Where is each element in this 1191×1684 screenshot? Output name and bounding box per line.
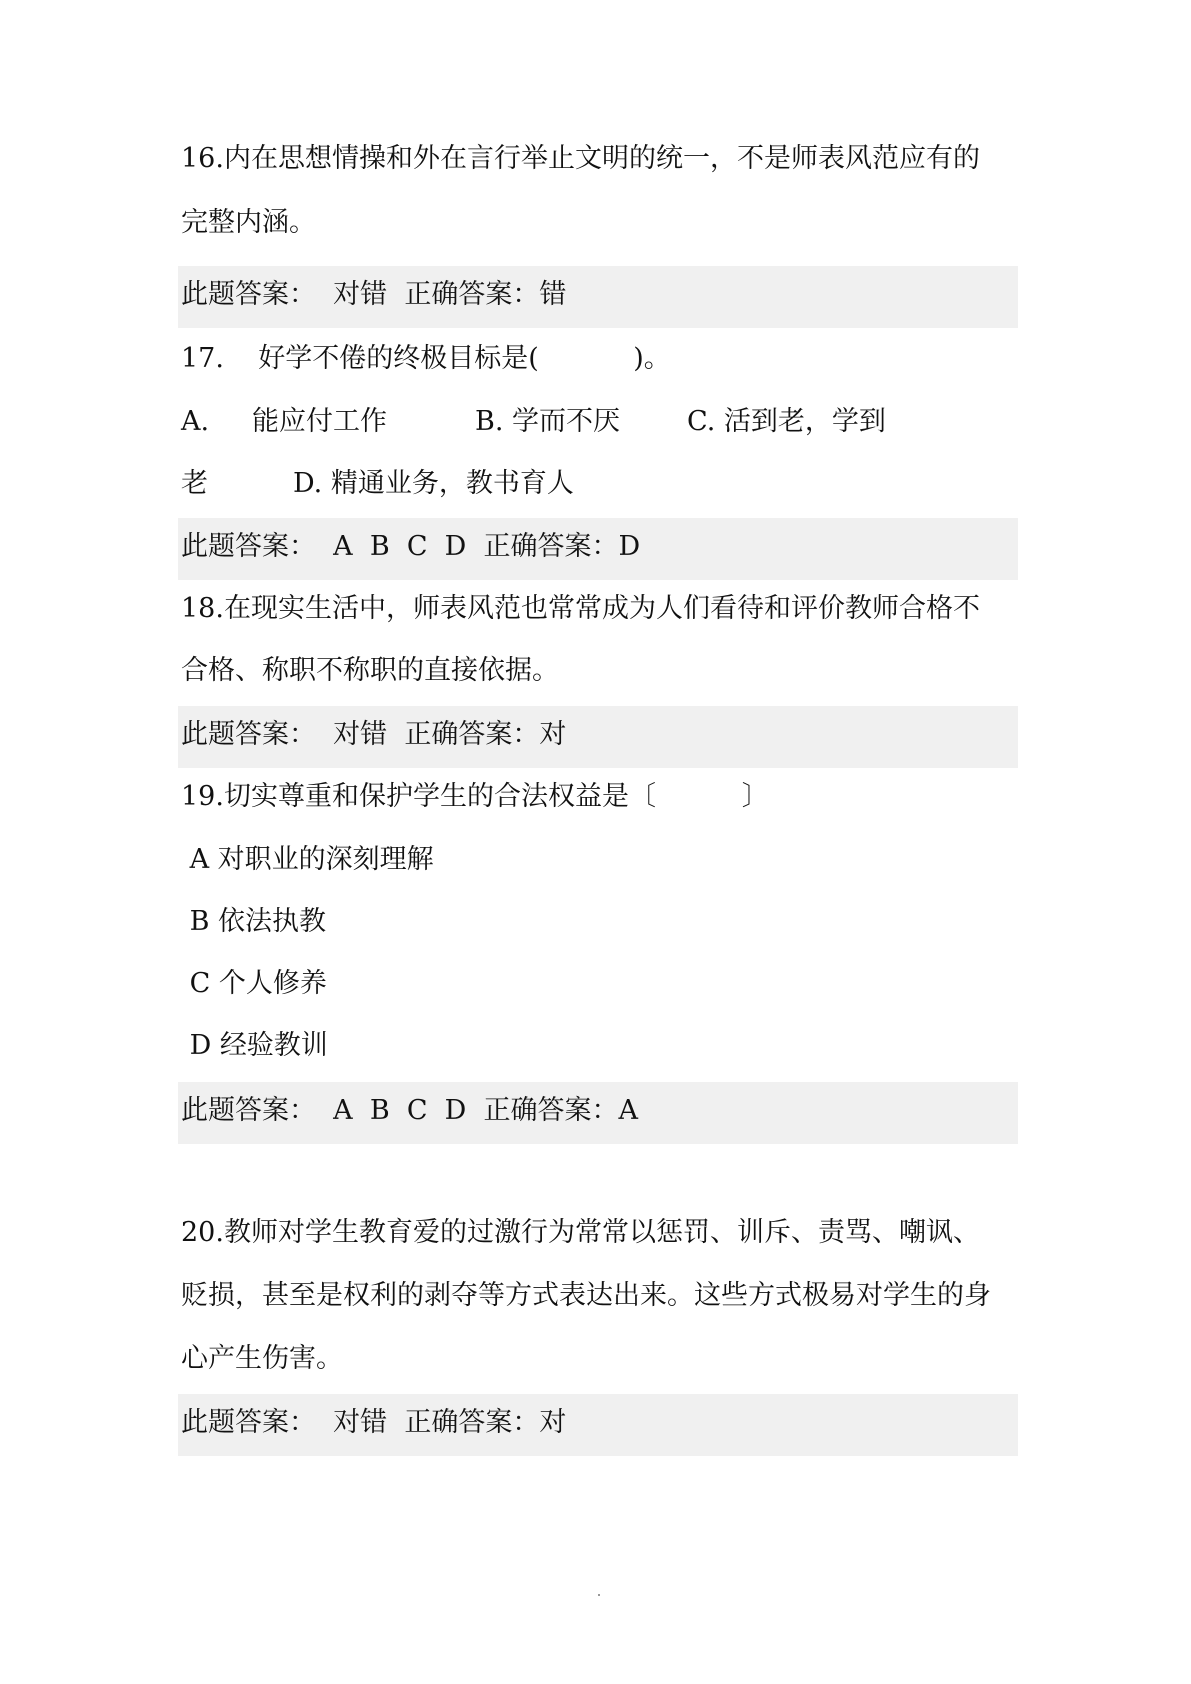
q16-answer: 此题答案： 对错 正确答案：错 — [181, 279, 567, 310]
q19-option-c: C 个人修养 — [181, 968, 327, 999]
q17-answer-bar — [178, 518, 1018, 580]
q20-text-line-2: 贬损，甚至是权利的剥夺等方式表达出来。这些方式极易对学生的身 — [181, 1280, 991, 1311]
q20-text-line-1: 20.教师对学生教育爱的过激行为常常以惩罚、训斥、责骂、嘲讽、 — [181, 1217, 980, 1248]
q19-option-a: A 对职业的深刻理解 — [181, 844, 434, 875]
q17-stem: 17. 好学不倦的终极目标是( )。 — [181, 343, 671, 374]
q17-answer: 此题答案： A B C D 正确答案：D — [181, 531, 641, 562]
q20-text-line-3: 心产生伤害。 — [181, 1343, 343, 1374]
page-footer-dot — [598, 1594, 600, 1596]
q19-answer: 此题答案： A B C D 正确答案：A — [181, 1095, 638, 1126]
q18-answer-bar — [178, 706, 1018, 768]
q20-answer-bar — [178, 1394, 1018, 1456]
q18-answer: 此题答案： 对错 正确答案：对 — [181, 719, 567, 750]
q16-text-line-1: 16.内在思想情操和外在言行举止文明的统一，不是师表风范应有的 — [181, 143, 980, 174]
q16-text-line-2: 完整内涵。 — [181, 207, 316, 238]
q17-option-c: C. 活到老，学到 — [687, 406, 886, 437]
q17-option-a: A. 能应付工作 — [181, 406, 387, 437]
q16-answer-bar — [178, 266, 1018, 328]
q19-answer-bar — [178, 1082, 1018, 1144]
q18-text-line-2: 合格、称职不称职的直接依据。 — [181, 655, 559, 686]
q17-option-d: D. 精通业务，教书育人 — [293, 468, 574, 499]
q17-option-c-continued: 老 — [181, 468, 208, 499]
q19-option-d: D 经验教训 — [181, 1030, 328, 1061]
q18-text-line-1: 18.在现实生活中，师表风范也常常成为人们看待和评价教师合格不 — [181, 593, 980, 624]
q19-option-b: B 依法执教 — [181, 906, 327, 937]
q17-option-b: B. 学而不厌 — [475, 406, 621, 437]
q20-answer: 此题答案： 对错 正确答案：对 — [181, 1407, 567, 1438]
q19-stem: 19.切实尊重和保护学生的合法权益是〔 〕 — [181, 781, 769, 812]
